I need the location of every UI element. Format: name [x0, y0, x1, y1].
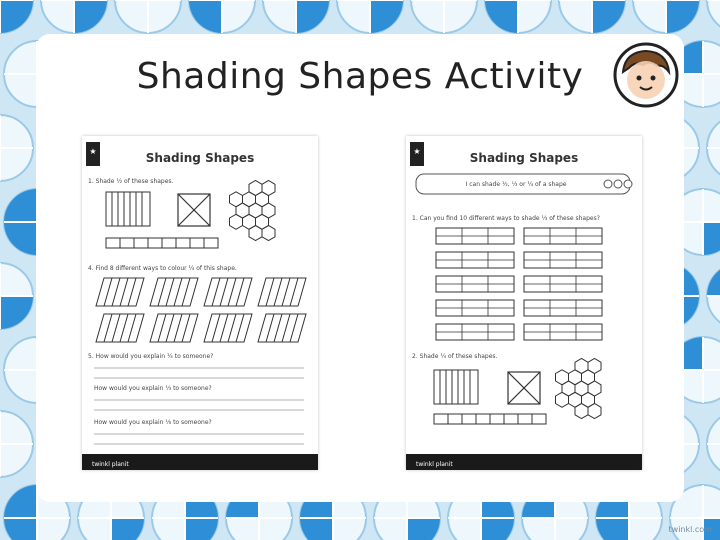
child-face-avatar-icon [613, 42, 679, 108]
segmented-bar-shape [434, 414, 546, 424]
worksheet-left [82, 136, 318, 470]
worksheet-right [406, 136, 642, 470]
parallelogram-grid [96, 278, 306, 342]
diagonal-square-shape [178, 194, 210, 226]
svg-text:★: ★ [413, 147, 421, 156]
worksheet-right-heading: Shading Shapes [469, 151, 579, 165]
strip-rectangle-shape [434, 370, 478, 404]
worksheet-right-q1: 1. Can you find 10 different ways to shade ⅓ of these shapes? [412, 215, 600, 222]
segmented-bar-grid [436, 228, 602, 340]
worksheet-left-q1: 1. Shade ½ of these shapes. [88, 178, 174, 185]
hexagon-cluster-shape [230, 181, 276, 241]
page-title: Shading Shapes Activity [136, 56, 584, 97]
worksheet-left-q7: How would you explain ⅛ to someone? [94, 419, 212, 426]
watermark: twinkl.com [668, 525, 712, 534]
objective-text: I can shade ½, ⅓ or ¼ of a shape [465, 181, 567, 188]
worksheet-left-heading: Shading Shapes [145, 151, 255, 165]
svg-text:★: ★ [89, 147, 97, 156]
worksheet-right-footer-brand: twinkl planit [416, 461, 453, 468]
worksheet-right-q2: 2. Shade ¼ of these shapes. [412, 353, 498, 360]
hexagon-cluster-shape [556, 359, 602, 419]
worksheet-left-footer-brand: twinkl planit [92, 461, 129, 468]
worksheet-left-q4: 4. Find 8 different ways to colour ¼ of this shape. [88, 265, 237, 272]
segmented-bar-shape [106, 238, 218, 248]
worksheet-left-q6: How would you explain ⅓ to someone? [94, 385, 212, 392]
diagonal-square-shape [508, 372, 540, 404]
worksheet-left-q5: 5. How would you explain ¼ to someone? [88, 353, 214, 360]
strip-rectangle-shape [106, 192, 150, 226]
